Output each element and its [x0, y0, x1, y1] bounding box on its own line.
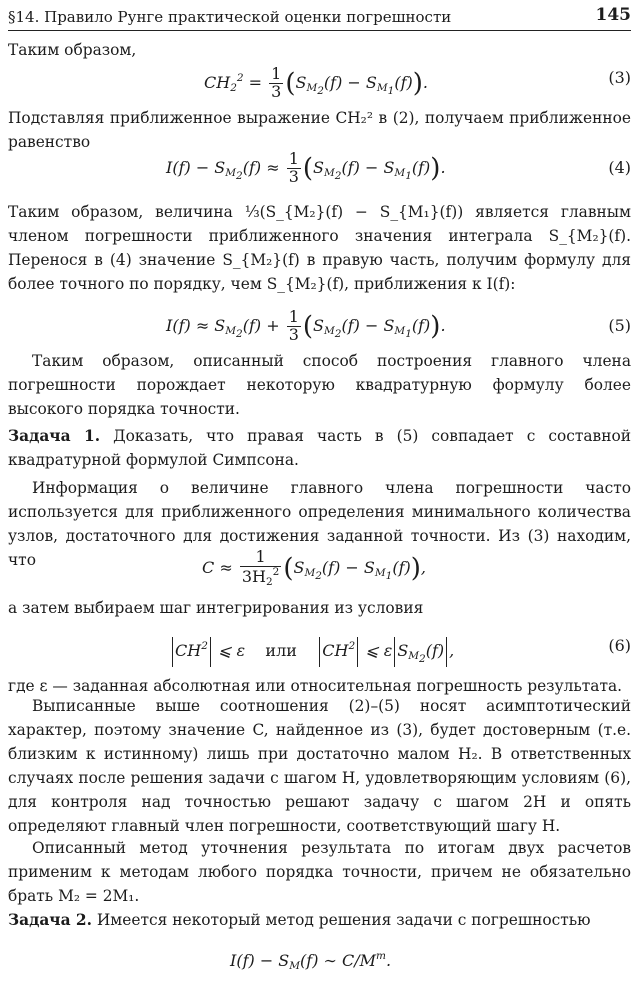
- task-2: [8, 908, 631, 932]
- paragraph-1: Таким образом,: [8, 41, 137, 59]
- equation-3: $CH_2^2$ = $\frac{1}{3}$ $(S_{M_2}(f) - S_{M_1}(f))$. (3): [8, 56, 631, 100]
- task-2-label: Задача 2.: [8, 911, 92, 929]
- equation-5: $I(f) \approx S_{M_2}(f)$ + $\frac{1}{3}$ $(S_{M_2}(f) - S_{M_1}(f))$. (5): [8, 304, 631, 348]
- running-header: [8, 4, 631, 31]
- paragraph-10: Описанный метод уточнения результата по итогам двух расчетов применим к методам любого порядка точности, причем не обязательно брать M₂ = 2M₁.: [8, 839, 631, 905]
- page-number: 145: [595, 5, 631, 25]
- paragraph-3: Таким образом, величина ⅓(S_{M₂}(f) − S_{M₁}(f)) является главным членом погрешности приближенного значения интеграла S_{M₂}(f). Перенося в (4) значение S_{M₂}(f) в правую часть, получим формулу для более точного по порядку, чем S_{M₂}(f), приближения к I(f):: [8, 203, 631, 293]
- equation-number-3: (3): [608, 68, 631, 87]
- equation-number-6: (6): [608, 636, 631, 655]
- equation-number-5: (5): [608, 316, 631, 335]
- equation-6: $CH^2$ ⩽ ε или $CH^2$ ⩽ ε $S_{M_2}(f)$ , (6): [8, 624, 631, 668]
- equation-c-estimate: C ≈ $\frac{1}{3H_2^2}$ $(S_{M_2}(f) - S_{M_1}(f))$,: [202, 547, 426, 588]
- paragraph-4: Таким образом, описанный способ построения главного члена погрешности порождает некоторую квадратурную формулу более высокого порядка точности.: [8, 352, 631, 418]
- equation-6-or: или: [265, 641, 297, 660]
- paragraph-7: а затем выбираем шаг интегрирования из условия: [8, 599, 424, 617]
- section-title: §14. Правило Рунге практической оценки погрешности: [8, 8, 452, 26]
- paragraph-2: Подставляя приближенное выражение CH₂² в (2), получаем приближенное равенство: [8, 109, 631, 151]
- task-1-text: Доказать, что правая часть в (5) совпадает с составной квадратурной формулой Симпсона.: [8, 427, 631, 469]
- task-1-label: Задача 1.: [8, 427, 101, 445]
- equation-4: $I(f) - S_{M_2}(f)$ ≈ $\frac{1}{3}$ $(S_{M_2}(f) - S_{M_1}(f))$. (4): [8, 146, 631, 190]
- task-2-text: Имеется некоторый метод решения задачи с погрешностью: [96, 911, 591, 929]
- paragraph-6: Информация о величине главного члена погрешности часто используется для приближенного определения минимального количества узлов, достаточного для достижения заданной точности. Из (3) находим, что: [8, 479, 631, 569]
- task-1: [8, 424, 631, 472]
- equation-task-2: $I(f) - S_M(f)$ ∼ $C/M^m$.: [230, 950, 392, 972]
- paragraph-9: Выписанные выше соотношения (2)–(5) носят асимптотический характер, поэтому значение C, найденное из (3), будет достоверным (т.е. близким к истинному) лишь при достаточно малом H₂. В ответственных случаях после решения задачи с шагом H, удовлетворяющим условиям (6), для контроля над точностью решают задачу с шагом 2H и опять определяют главный член погрешности, соответствующий шагу H.: [8, 697, 631, 835]
- paragraph-8: где ε — заданная абсолютная или относительная погрешность результата.: [8, 677, 623, 695]
- equation-number-4: (4): [608, 158, 631, 177]
